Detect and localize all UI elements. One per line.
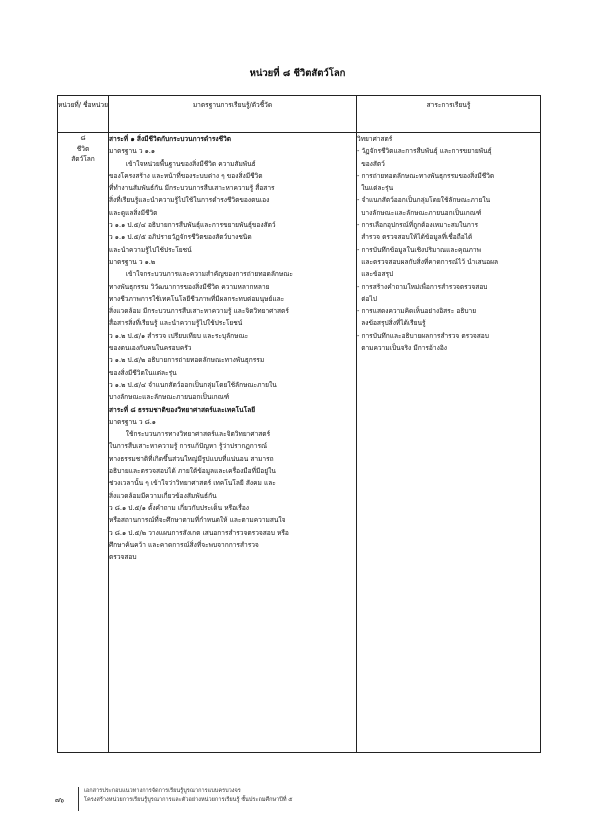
content-line: - จำแนกสัตว์ออกเป็นกลุ่มโดยใช้ลักษณะภายใน — [357, 196, 491, 205]
content-line: สำรวจ ตรวจสอบให้ได้ข้อมูลที่เชื่อถือได้ — [357, 233, 473, 242]
content-line: - วัฏจักรชีวิตและการสืบพันธุ์ และการขยายพันธุ์ — [357, 147, 492, 156]
content-line: บางลักษณะและลักษณะภายนอกเป็นเกณฑ์ — [357, 208, 482, 217]
footer-divider — [78, 787, 79, 811]
standard-line: ว ๑.๑ ป.๕/๕ อภิปรายวัฏจักรชีวิตของสัตว์บางชนิด — [109, 233, 252, 242]
content-line: - การสร้างคำถามใหม่เพื่อการสำรวจตรวจสอบ — [357, 282, 488, 291]
unit-cell — [58, 133, 109, 753]
footer-line: เอกสารประกอบแนวทางการจัดการเรียนรู้บูรณาการแบบครบวงจร — [84, 788, 241, 794]
standard-line: สื่อสารสิ่งที่เรียนรู้ และนำความรู้ไปใช้ประโยชน์ — [109, 319, 243, 328]
standard-line: ทางธรรมชาติที่เกิดขึ้นส่วนใหญ่มีรูปแบบที่แน่นอน สามารถ — [109, 454, 274, 463]
content-line: ในแต่ละรุ่น — [357, 184, 394, 193]
footer-line: โครงสร้างหน่วยการเรียนรู้บูรณาการและตัวอย่างหน่วยการเรียนรู้ ชั้นประถมศึกษาปีที่ ๕ — [84, 797, 293, 803]
standard-line: สาระที่ ๘ ธรรมชาติของวิทยาศาสตร์และเทคโนโลยี — [109, 405, 256, 414]
header-standards: มาตรฐานการเรียนรู้/ตัวชี้วัด — [109, 96, 357, 133]
standard-line: ว ๑.๒ ป.๕/๒ อธิบายการถ่ายทอดลักษณะทางพันธุกรรม — [109, 356, 265, 365]
content-line: - การเลือกอุปกรณ์ที่ถูกต้องเหมาะสมในการ — [357, 221, 479, 230]
unit-number: ๘ — [80, 134, 86, 142]
page-number: ๗๖ — [55, 796, 65, 804]
footer-text — [84, 787, 293, 805]
unit-table — [57, 95, 541, 753]
standard-line: ศึกษาค้นคว้า และคาดการณ์สิ่งที่จะพบจากการสำรวจ — [109, 540, 259, 549]
standard-line: และดูแลสิ่งมีชีวิต — [109, 208, 158, 217]
standard-line: บางลักษณะและลักษณะภายนอกเป็นเกณฑ์ — [109, 393, 230, 402]
standard-line: สิ่งแวดล้อมมีความเกี่ยวข้องสัมพันธ์กัน — [109, 491, 217, 500]
unit-name-line: ชีวิต — [76, 144, 90, 153]
standard-line: ทางพันธุกรรม วิวัฒนาการของสิ่งมีชีวิต ความหลากหลาย — [109, 282, 270, 291]
standard-line: เข้าใจหน่วยพื้นฐานของสิ่งมีชีวิต ความสัมพันธ์ — [109, 159, 256, 168]
standard-line: ว ๑.๑ ป.๕/๔ อธิบายการสืบพันธุ์และการขยายพันธุ์ของสัตว์ — [109, 221, 276, 230]
content-line: ต่อไป — [357, 294, 377, 303]
standard-line: หรือสถานการณ์ที่จะศึกษาตามที่กำหนดให้ และตามความสนใจ — [109, 516, 286, 525]
header-unit: หน่วยที่/ ชื่อหน่วย — [58, 96, 109, 133]
standard-line: ว ๘.๑ ป.๕/๑ ตั้งคำถาม เกี่ยวกับประเด็น หรือเรื่อง — [109, 503, 250, 512]
content-line: ตามความเป็นจริง มีการอ้างอิง — [357, 344, 447, 353]
standard-line: ที่ทำงานสัมพันธ์กัน มีกระบวนการสืบเสาะหาความรู้ สื่อสาร — [109, 184, 275, 193]
content-line: - การบันทึกและอธิบายผลการสำรวจ ตรวจสอบ — [357, 331, 489, 340]
standard-line: และนำความรู้ไปใช้ประโยชน์ — [109, 245, 192, 254]
standard-line: ใช้กระบวนการทางวิทยาศาสตร์และจิตวิทยาศาสตร์ — [109, 430, 271, 439]
standard-line: ช่วงเวลานั้น ๆ เข้าใจว่าวิทยาศาสตร์ เทคโนโลยี สังคม และ — [109, 479, 276, 488]
content-cell — [357, 133, 541, 753]
standard-line: สาระที่ ๑ สิ่งมีชีวิตกับกระบวนการดำรงชีวิต — [109, 135, 232, 143]
standard-line: มาตรฐาน ว ๘.๑ — [109, 417, 156, 426]
standard-line: เข้าใจกระบวนการและความสำคัญของการถ่ายทอดลักษณะ — [109, 270, 293, 279]
standard-line: ของสิ่งมีชีวิตในแต่ละรุ่น — [109, 368, 177, 377]
footer — [55, 787, 545, 817]
content-line: ของสัตว์ — [357, 159, 385, 168]
table-row — [58, 133, 541, 753]
standard-line: สิ่งแวดล้อม มีกระบวนการสืบเสาะหาความรู้ และจิตวิทยาศาสตร์ — [109, 307, 289, 316]
content-line: และตรวจสอบผลกับสิ่งที่คาดการณ์ไว้ นำเสนอผล — [357, 257, 498, 266]
standard-line: ของโครงสร้าง และหน้าที่ของระบบต่าง ๆ ของสิ่งมีชีวิต — [109, 171, 263, 180]
standard-line: สิ่งที่เรียนรู้และนำความรู้ไปใช้ในการดำรงชีวิตของตนเอง — [109, 196, 270, 205]
page-title: หน่วยที่ ๘ ชีวิตสัตว์โลก — [249, 68, 346, 79]
standard-line: ในการสืบเสาะหาความรู้ การแก้ปัญหา รู้ว่าปรากฏการณ์ — [109, 442, 268, 451]
content-line: ลงข้อสรุปสิ่งที่ได้เรียนรู้ — [357, 319, 426, 328]
standard-line: อธิบายและตรวจสอบได้ ภายใต้ข้อมูลและเครื่องมือที่มีอยู่ใน — [109, 467, 276, 476]
table-header-row — [58, 96, 541, 133]
standard-line: ว ๑.๒ ป.๕/๔ จำแนกสัตว์ออกเป็นกลุ่มโดยใช้ลักษณะภายใน — [109, 380, 277, 389]
standard-line: มาตรฐาน ว ๑.๒ — [109, 257, 156, 266]
content-line: - การแสดงความคิดเห็นอย่างอิสระ อธิบาย — [357, 307, 477, 316]
standard-line: ของตนเองกับคนในครอบครัว — [109, 344, 192, 353]
content-line: - การถ่ายทอดลักษณะทางพันธุกรรมของสิ่งมีชีวิต — [357, 171, 495, 180]
standard-line: ว ๑.๒ ป.๕/๑ สำรวจ เปรียบเทียบ และระบุลักษณะ — [109, 331, 249, 340]
standard-line: ทางชีวภาพการใช้เทคโนโลยีชีวภาพที่มีผลกระทบต่อมนุษย์และ — [109, 294, 285, 303]
content-line: และข้อสรุป — [357, 270, 394, 279]
standards-cell — [109, 133, 357, 753]
content-line: วิทยาศาสตร์ — [357, 135, 393, 143]
content-line: - การบันทึกข้อมูลในเชิงปริมาณและคุณภาพ — [357, 245, 481, 254]
standard-line: มาตรฐาน ว ๑.๑ — [109, 147, 156, 156]
standard-line: ว ๘.๑ ป.๕/๒ วางแผนการสังเกต เสนอการสำรวจตรวจสอบ หรือ — [109, 528, 289, 537]
standard-line: ตรวจสอบ — [109, 553, 137, 562]
unit-name-line: สัตว์โลก — [71, 155, 95, 163]
header-content: สาระการเรียนรู้ — [357, 96, 541, 133]
